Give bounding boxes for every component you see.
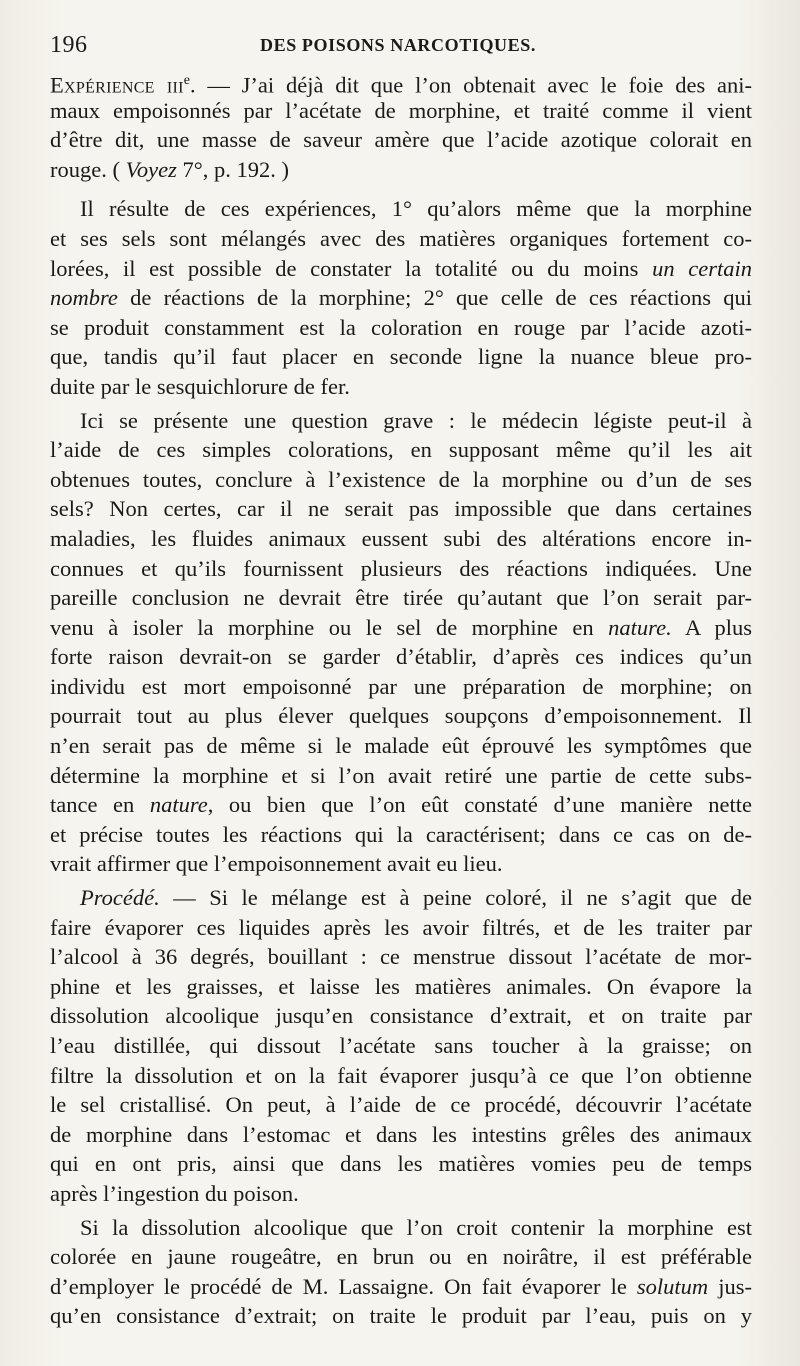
text-line: d’être dit, une masse de saveur amère que l’acide azotique colorait en — [50, 127, 752, 153]
text-line: maladies, les fluides animaux eussent subi des altérations encore in- — [50, 525, 752, 551]
line-text: jus- — [708, 1273, 752, 1299]
text-line: de morphine dans l’estomac et dans les intestins grêles des animaux — [50, 1121, 752, 1147]
text-line: l’alcool à 36 degrés, bouillant : ce menstrue dissout l’acétate de mor- — [50, 944, 752, 970]
italic-term: nature. — [608, 614, 672, 640]
line-text: rouge. ( — [50, 156, 126, 182]
line-text: tance en — [50, 792, 150, 818]
line-text: venu à isoler la morphine ou le sel de morphine en — [50, 614, 609, 640]
text-line: filtre la dissolution et on la fait évaporer jusqu’à ce que l’on obtienne — [50, 1062, 752, 1088]
text-line — [50, 613, 752, 643]
text-line — [50, 254, 752, 284]
text-line: pareille conclusion ne devrait être tirée qu’autant que l’on serait par- — [50, 585, 752, 611]
italic-term: Voyez — [125, 156, 177, 182]
text-line: dissolution alcoolique jusqu’en consistance d’extrait, et on traite par — [50, 1003, 752, 1029]
text-line: n’en serait pas de même si le malade eût éprouvé les symptômes que — [50, 733, 752, 759]
text-line: Il résulte de ces expériences, 1° qu’alors même que la morphine — [80, 196, 752, 222]
text-line: après l’ingestion du poison. — [50, 1180, 299, 1206]
text-line: l’aide de ces simples colorations, en supposant même qu’il les ait — [50, 437, 752, 463]
text-line: et ses sels sont mélangés avec des matières organiques fortement co- — [50, 225, 752, 251]
text-line — [50, 790, 752, 820]
text-line: vrait affirmer que l’empoisonnement avait eu lieu. — [50, 851, 503, 877]
text-line: détermine la morphine et si l’on avait retiré une partie de cette subs- — [50, 762, 752, 788]
text-line: Si la dissolution alcoolique que l’on croit contenir la morphine est — [80, 1214, 752, 1240]
text-line: et précise toutes les réactions qui la caractérisent; dans ce cas on de- — [50, 821, 752, 847]
text-line: forte raison devrait-on se garder d’établir, d’après ces indices qu’un — [50, 644, 752, 670]
running-head: DES POISONS NARCOTIQUES. — [260, 35, 536, 55]
text-line: individu est mort empoisonné par une préparation de morphine; on — [50, 673, 752, 699]
text-line: connues et qu’ils fournissent plusieurs des réactions indiquées. Une — [50, 555, 752, 581]
text-line: Ici se présente une question grave : le médecin légiste peut-il à — [80, 407, 752, 433]
page-number: 196 — [50, 32, 88, 58]
text-line: obtenues toutes, conclure à l’existence de la morphine ou d’un de ses — [50, 466, 752, 492]
small-caps-heading: Expérience iii — [50, 72, 184, 98]
text-line: se produit constamment est la coloration en rouge par l’acide azoti- — [50, 314, 752, 340]
text-line: maux empoisonnés par l’acétate de morphine, et traité comme il vient — [50, 97, 752, 123]
italic-term: solutum — [636, 1273, 709, 1299]
line-text: lorées, il est possible de constater la totalité ou du moins — [50, 255, 653, 281]
text-line — [50, 283, 752, 313]
italic-term: un certain — [652, 255, 752, 281]
line-text: A plus — [671, 614, 752, 640]
italic-term: nombre — [50, 285, 118, 311]
line-text: . — J’ai déjà dit que l’on obtenait avec le foie des ani- — [189, 72, 752, 98]
text-line — [50, 66, 752, 96]
text-line: l’eau distillée, qui dissout l’acétate sans toucher à la graisse; on — [50, 1033, 752, 1058]
text-line: le sel cristallisé. On peut, à l’aide de ce procédé, découvrir l’acétate — [50, 1092, 752, 1118]
text-line: qu’en consistance d’extrait; on traite le produit par l’eau, puis on y — [50, 1303, 752, 1329]
line-text: de réactions de la morphine; 2° que celle de ces réactions qui — [117, 285, 752, 311]
italic-term: nature — [149, 792, 208, 818]
text-line: que, tandis qu’il faut placer en seconde ligne la nuance bleue pro- — [50, 344, 752, 370]
italic-term: Procédé. — [80, 885, 160, 911]
text-line: faire évaporer ces liquides après les avoir filtrés, et de les traiter par — [50, 914, 752, 940]
text-line — [50, 155, 752, 185]
text-line — [50, 1272, 752, 1302]
text-line — [50, 883, 752, 913]
line-text: d’employer le procédé de M. Lassaigne. On fait évaporer le — [50, 1273, 637, 1299]
text-line: qui en ont pris, ainsi que dans les matières vomies peu de temps — [50, 1151, 752, 1177]
page-header — [50, 32, 760, 62]
text-line: colorée en jaune rougeâtre, en brun ou en noirâtre, il est préférable — [50, 1244, 752, 1270]
text-line: phine et les graisses, et laisse les matières animales. On évapore la — [50, 973, 752, 999]
body-text — [50, 66, 752, 1331]
line-text: 7°, p. 192. ) — [176, 156, 289, 182]
text-line: duite par le sesquichlorure de fer. — [50, 373, 350, 399]
line-text: — Si le mélange est à peine coloré, il ne s’agit que de — [159, 885, 752, 911]
superscript: e — [183, 73, 190, 88]
line-text: , ou bien que l’on eût constaté d’une manière nette — [207, 792, 752, 818]
text-line: sels? Non certes, car il ne serait pas impossible que dans certaines — [50, 496, 752, 522]
text-line: pourrait tout au plus élever quelques soupçons d’empoisonnement. Il — [50, 703, 752, 729]
